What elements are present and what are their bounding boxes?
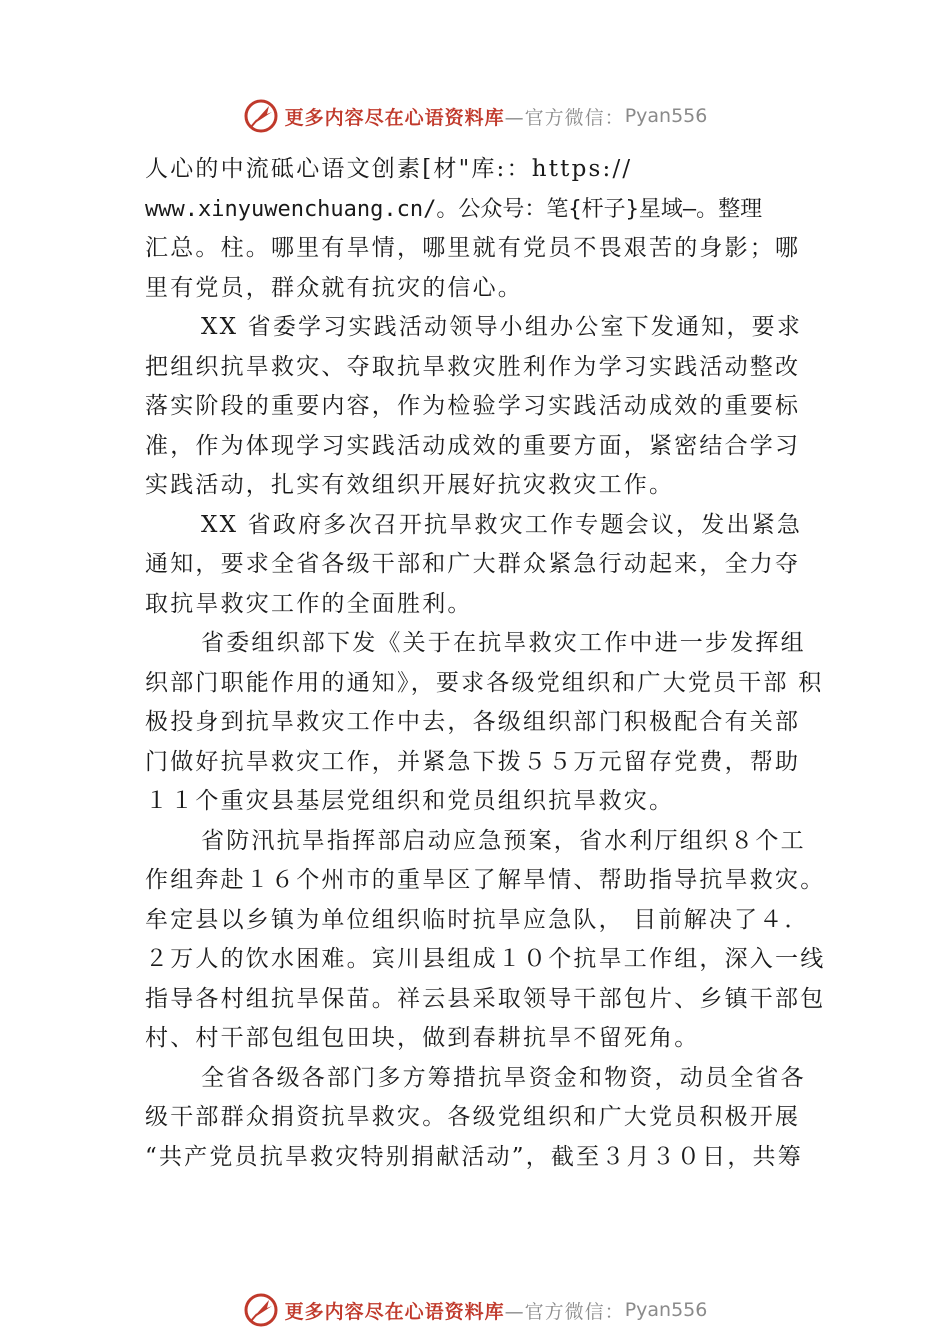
paragraph-start: 省委组织部下发《关于在抗旱救灾工作中进一步发挥组 <box>201 630 806 656</box>
text-line: 门做好抗旱救灾工作，并紧急下拨５５万元留存党费，帮助 <box>145 748 801 775</box>
paragraph-start: 省防汛抗旱指挥部启动应急预案，省水利厅组织８个工 <box>201 827 806 854</box>
text-line: 准，作为体现学习实践活动成效的重要方面，紧密结合学习 <box>145 432 801 459</box>
text-line: “共产党员抗旱救灾特别捐献活动”，截至３月３０日，共筹 <box>145 1143 803 1170</box>
quill-logo-icon <box>243 98 279 134</box>
text-line: 里有党员，群众就有抗灾的信心。 <box>145 274 523 301</box>
header-banner <box>0 96 950 136</box>
paragraph-start: 全省各级各部门多方筹措抗旱资金和物资，动员全省各 <box>201 1064 806 1091</box>
banner-title: 更多内容尽在心语资料库 <box>284 1300 505 1323</box>
text-line: 指导各村组抗旱保苗。祥云县采取领导干部包片、乡镇干部包 <box>145 985 826 1012</box>
text-line: 把组织抗旱救灾、夺取抗旱救灾胜利作为学习实践活动整改 <box>145 353 801 380</box>
text-line: 人心的中流砥心语文创素[材"库:：https:// <box>145 156 633 182</box>
banner-wechat-label: —官方微信： <box>504 1300 625 1323</box>
text-line: 织部门职能作用的通知》，要求各级党组织和广大党员干部 积 <box>145 669 824 696</box>
text-line: 取抗旱救灾工作的全面胜利。 <box>145 590 473 617</box>
banner-wechat-id: Pyan556 <box>624 1299 708 1321</box>
text-line: 村、村干部包组包田块，做到春耕抗旱不留死角。 <box>145 1025 700 1051</box>
banner-wechat-id: Pyan556 <box>624 105 708 127</box>
paragraph-start: XX 省政府多次召开抗旱救灾工作专题会议，发出紧急 <box>201 511 803 538</box>
text-line: 作组奔赴１６个州市的重旱区了解旱情、帮助指导抗旱救灾。 <box>145 867 826 893</box>
text-line: ２万人的饮水困难。宾川县组成１０个抗旱工作组，深入一线 <box>145 946 826 972</box>
quill-logo-icon <box>243 1292 279 1328</box>
banner-wechat-label: —官方微信： <box>504 106 625 129</box>
document-body <box>145 150 840 1177</box>
banner-title: 更多内容尽在心语资料库 <box>284 106 505 129</box>
text-line: 极投身到抗旱救灾工作中去，各级组织部门积极配合有关部 <box>145 709 801 735</box>
text-line: 通知，要求全省各级干部和广大群众紧急行动起来，全力夺 <box>145 551 801 577</box>
paragraph-start: XX 省委学习实践活动领导小组办公室下发通知，要求 <box>201 314 803 340</box>
text-line: 级干部群众捐资抗旱救灾。各级党组织和广大党员积极开展 <box>145 1104 801 1130</box>
text-line: 落实阶段的重要内容，作为检验学习实践活动成效的重要标 <box>145 393 801 419</box>
text-line: 牟定县以乡镇为单位组织临时抗旱应急队， 目前解决了４． <box>145 906 810 933</box>
text-line: １１个重灾县基层党组织和党员组织抗旱救灾。 <box>145 788 675 814</box>
footer-banner <box>0 1290 950 1330</box>
text-line: 汇总。柱。哪里有旱情，哪里就有党员不畏艰苦的身影；哪 <box>145 235 801 261</box>
text-line: www.xinyuwenchuang.cn/。公众号：笔{杆子}星域—。整理 <box>145 196 763 222</box>
text-line: 实践活动，扎实有效组织开展好抗灾救灾工作。 <box>145 472 675 498</box>
